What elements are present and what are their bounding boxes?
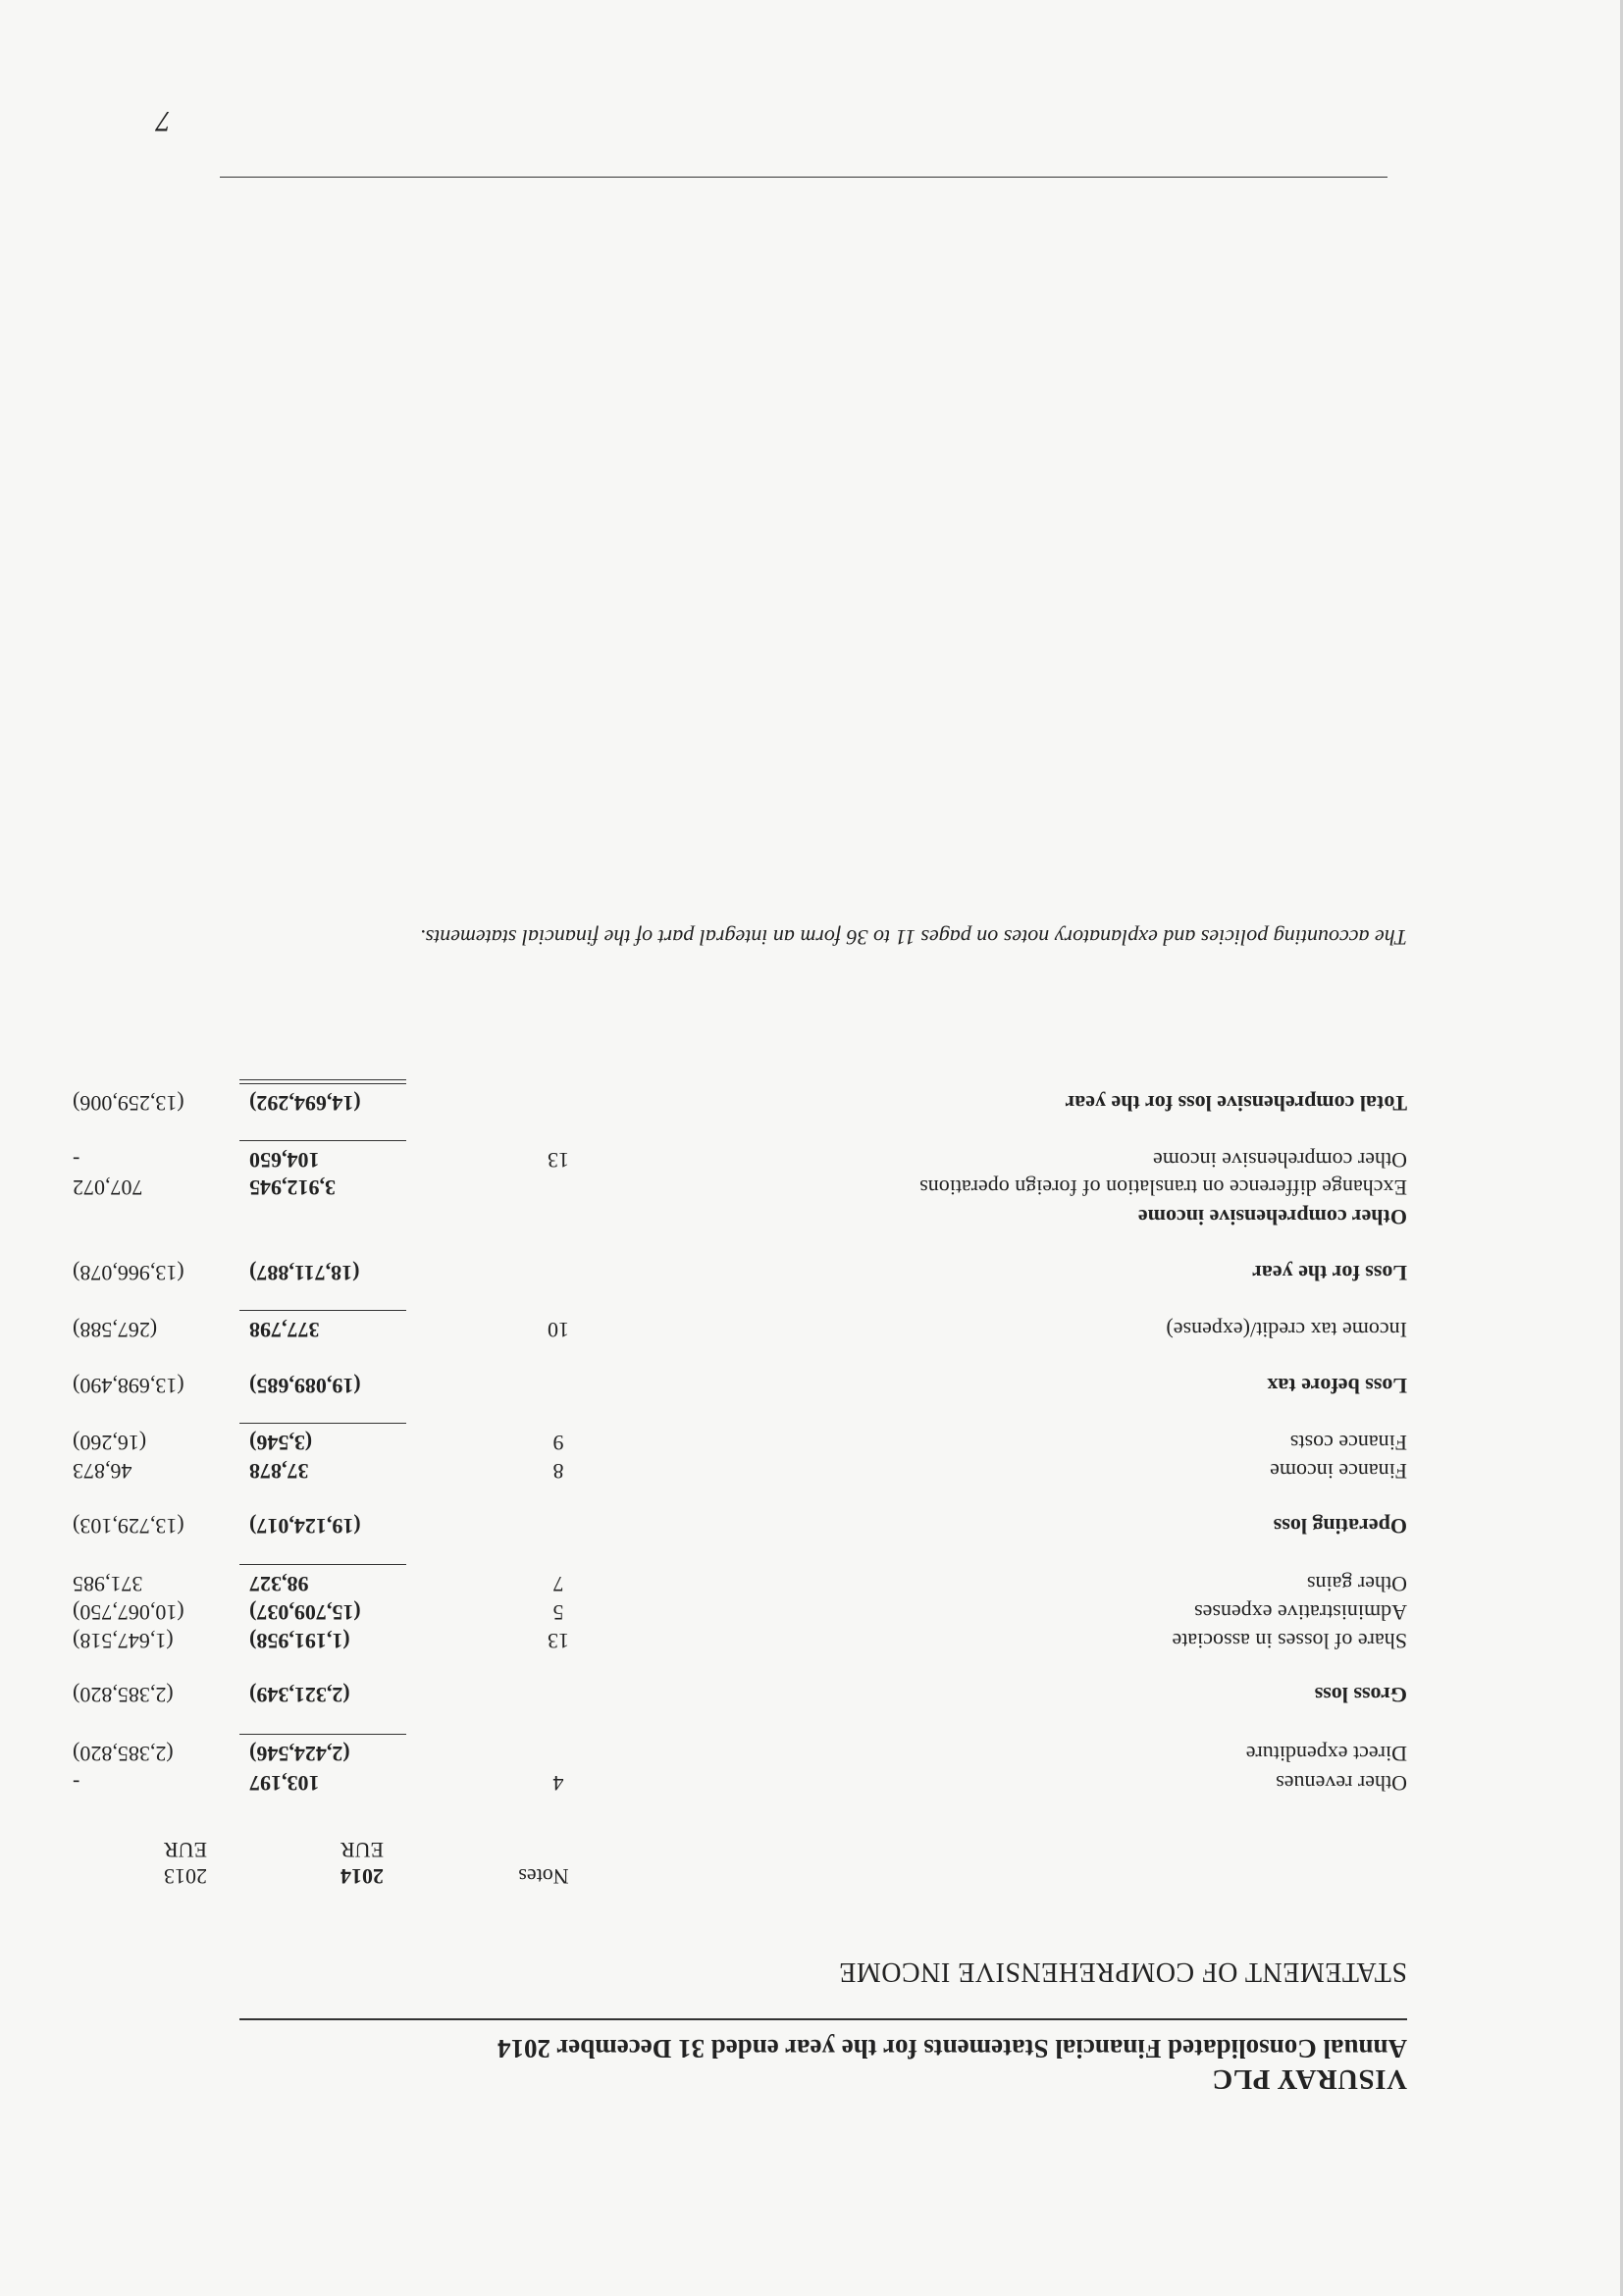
row-loss-before-tax — [73, 1371, 1407, 1398]
value-2013: (1,647,518) — [73, 1629, 174, 1653]
row-exchange-difference — [73, 1173, 1407, 1200]
value-2013: 707,072 — [73, 1175, 143, 1200]
column-notes-header: Notes — [518, 1864, 569, 1889]
company-name: VISURAY PLC — [1211, 2063, 1407, 2095]
value-2014: (2,424,546) — [249, 1742, 350, 1766]
row-label: Direct expenditure — [1245, 1742, 1407, 1766]
subtotal-rule — [239, 1423, 406, 1424]
value-2014: (14,694,292) — [249, 1091, 361, 1116]
row-note: 4 — [552, 1771, 564, 1796]
value-2013: (13,966,078) — [73, 1261, 184, 1285]
row-label: Operating loss — [1273, 1514, 1407, 1539]
row-gross-loss — [73, 1680, 1407, 1707]
row-direct-expenditure — [73, 1739, 1407, 1766]
row-label: Other revenues — [1276, 1771, 1407, 1796]
row-note: 7 — [552, 1572, 564, 1596]
value-2013: 46,873 — [73, 1459, 132, 1484]
value-2013: (13,259,006) — [73, 1091, 184, 1116]
subtotal-rule — [239, 1564, 406, 1565]
column-2013-header: 2013 — [164, 1864, 207, 1889]
statement-title: STATEMENT OF COMPREHENSIVE INCOME — [838, 1957, 1407, 1987]
row-note: 13 — [548, 1148, 569, 1173]
row-label: Other comprehensive income — [1137, 1205, 1407, 1229]
value-2014: (3,546) — [249, 1431, 313, 1455]
currency-2013: EUR — [164, 1838, 207, 1862]
row-note: 9 — [552, 1431, 564, 1455]
value-2014: (15,709,037) — [249, 1600, 361, 1625]
value-2014: 104,650 — [249, 1148, 320, 1173]
value-2014: 37,878 — [249, 1459, 309, 1484]
row-share-of-losses — [73, 1626, 1407, 1653]
row-finance-income — [73, 1456, 1407, 1484]
row-label: Other comprehensive income — [1152, 1148, 1407, 1173]
value-2014: 98,327 — [249, 1572, 309, 1596]
subtotal-rule — [239, 1734, 406, 1735]
value-2013: 371,985 — [73, 1572, 143, 1596]
row-income-tax — [73, 1315, 1407, 1342]
footer-rule — [220, 177, 1387, 178]
value-2014: (2,321,349) — [249, 1683, 350, 1707]
currency-2014: EUR — [340, 1838, 384, 1862]
value-2014: 3,912,945 — [249, 1175, 336, 1200]
subtotal-rule — [239, 1140, 406, 1141]
subtotal-rule — [239, 1310, 406, 1311]
value-2014: 103,197 — [249, 1771, 320, 1796]
total-double-rule — [239, 1079, 406, 1080]
row-other-comprehensive-income — [73, 1145, 1407, 1173]
value-2013: (2,385,820) — [73, 1683, 174, 1707]
value-2014: (19,124,017) — [249, 1514, 361, 1539]
row-label: Gross loss — [1314, 1683, 1407, 1707]
value-2014: (19,089,685) — [249, 1374, 361, 1398]
value-2014: (18,711,887) — [249, 1261, 360, 1285]
row-label: Share of losses in associate — [1172, 1629, 1407, 1653]
row-total-comprehensive-loss — [73, 1088, 1407, 1116]
value-2013: - — [73, 1148, 80, 1173]
row-label: Exchange difference on translation of foreign operations — [919, 1175, 1407, 1200]
value-2013: - — [73, 1771, 80, 1796]
report-subtitle: Annual Consolidated Financial Statements for the year ended 31 December 2014 — [497, 2034, 1407, 2063]
row-label: Loss for the year — [1252, 1261, 1407, 1285]
row-note: 5 — [552, 1600, 564, 1625]
value-2014: 377,798 — [249, 1318, 320, 1342]
value-2013: (10,067,750) — [73, 1600, 184, 1625]
row-note: 8 — [552, 1459, 564, 1484]
total-rule — [239, 1083, 406, 1084]
row-label: Total comprehensive loss for the year — [1065, 1091, 1407, 1116]
value-2013: (267,588) — [73, 1318, 158, 1342]
row-label: Loss before tax — [1267, 1374, 1407, 1398]
page-number: 7 — [156, 105, 171, 137]
row-other-revenues — [73, 1768, 1407, 1796]
row-label: Other gains — [1306, 1572, 1407, 1596]
value-2013: (13,698,490) — [73, 1374, 184, 1398]
value-2013: (2,385,820) — [73, 1742, 174, 1766]
value-2014: (1,191,958) — [249, 1629, 350, 1653]
row-oci-heading — [181, 1202, 1407, 1229]
row-label: Finance costs — [1289, 1431, 1407, 1455]
row-administrative-expenses — [73, 1597, 1407, 1625]
row-label: Administrative expenses — [1194, 1600, 1407, 1625]
row-note: 10 — [548, 1318, 569, 1342]
row-label: Income tax credit/(expense) — [1166, 1318, 1407, 1342]
row-label: Finance income — [1270, 1459, 1407, 1484]
row-note: 13 — [548, 1629, 569, 1653]
header-rule — [239, 2019, 1407, 2021]
footnote: The accounting policies and explanatory notes on pages 11 to 36 form an integral part of the financial statements. — [420, 925, 1407, 950]
row-finance-costs — [73, 1428, 1407, 1455]
row-operating-loss — [73, 1511, 1407, 1539]
value-2013: (16,260) — [73, 1431, 147, 1455]
column-2014-header: 2014 — [340, 1864, 384, 1889]
row-other-gains — [73, 1569, 1407, 1596]
row-loss-for-year — [73, 1258, 1407, 1285]
value-2013: (13,729,103) — [73, 1514, 184, 1539]
